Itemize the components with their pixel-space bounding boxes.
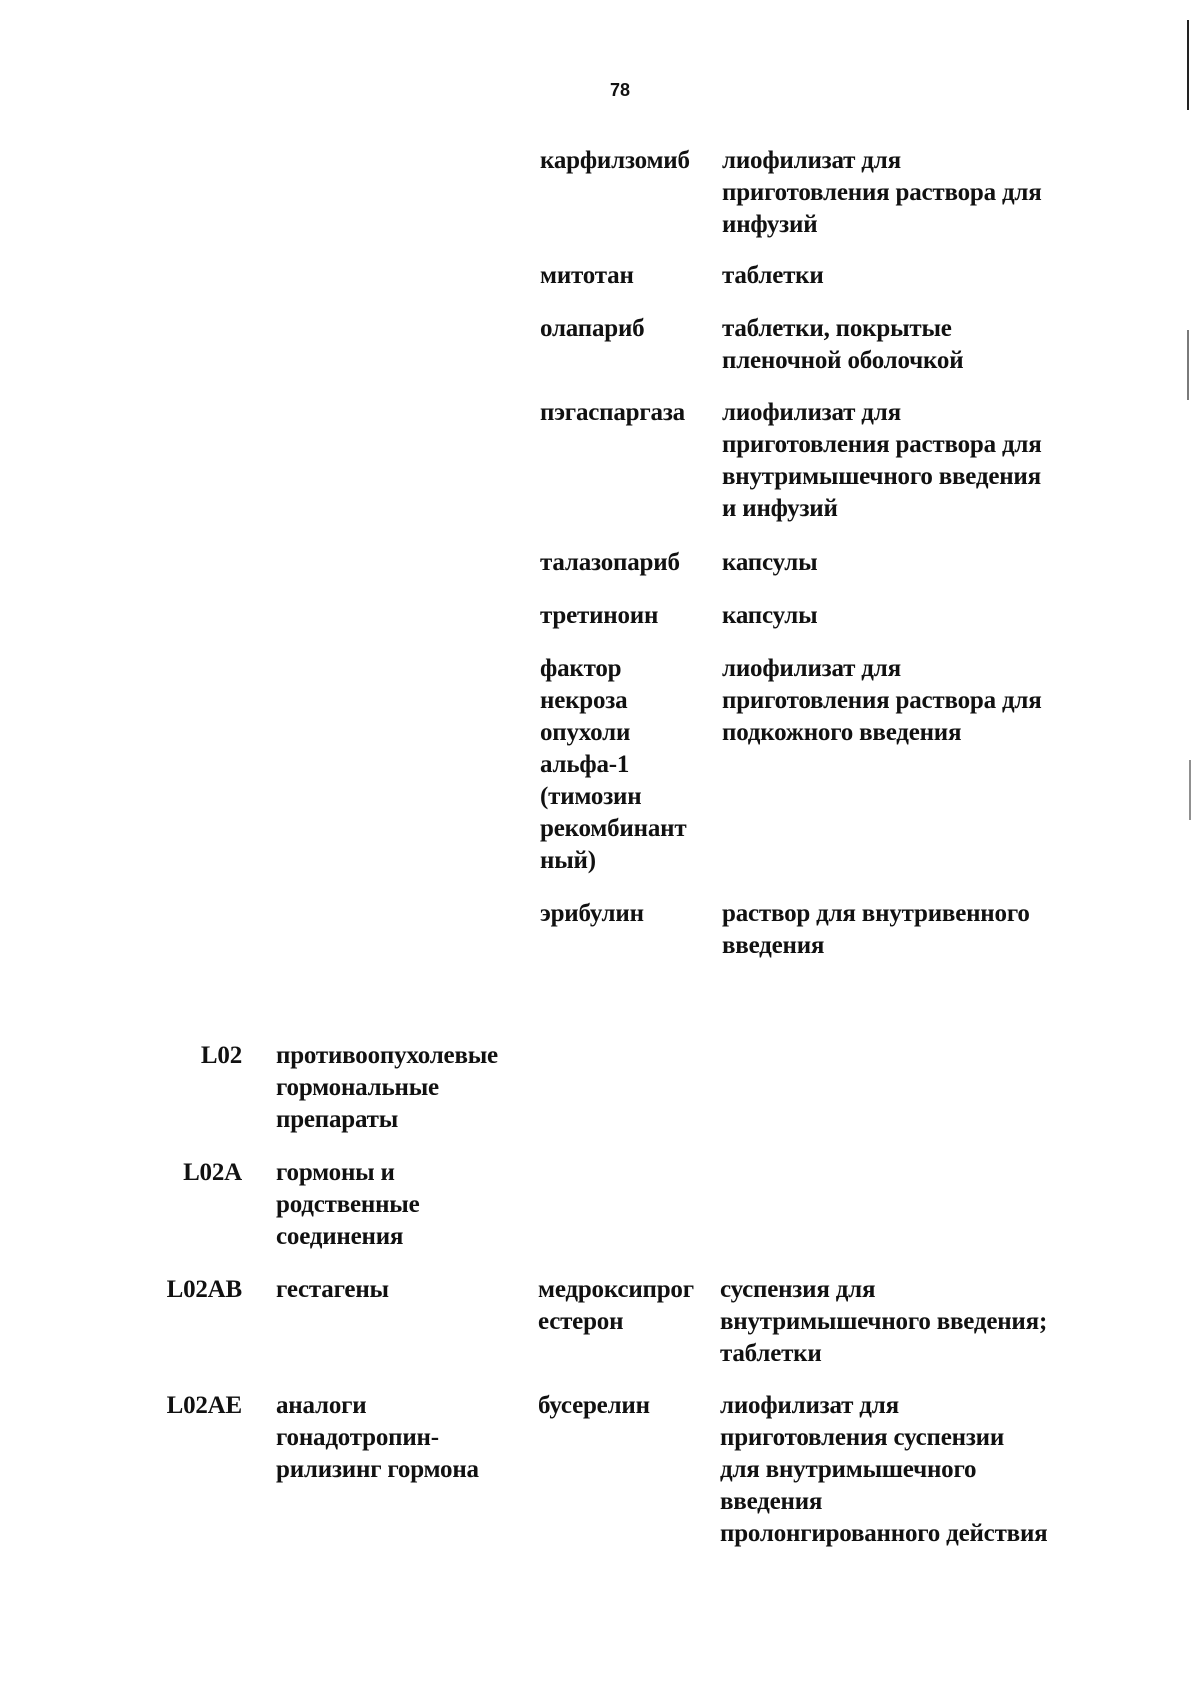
- drug-form-buserelin: лиофилизат для приготовления суспензии для внутримышечного введения пролонгированного действия: [720, 1392, 1048, 1547]
- drug-name-medroxyprogesterone: медроксипрог естерон: [538, 1276, 694, 1335]
- atc-group-l02ae: аналоги гонадотропин- рилизинг гормона: [276, 1392, 479, 1483]
- drug-name-tnf-alpha: фактор некроза опухоли альфа-1 (тимозин рекомбинант ный): [540, 655, 687, 874]
- drug-form-eribulin: раствор для внутривенного введения: [722, 900, 1030, 959]
- atc-group-l02a: гормоны и родственные соединения: [276, 1159, 420, 1250]
- drug-name-eribulin: эрибулин: [540, 900, 644, 927]
- drug-name-mitotan: митотан: [540, 262, 634, 289]
- drug-form-pegaspargase: лиофилизат для приготовления раствора для внутримышечного введения и инфузий: [722, 399, 1042, 522]
- scan-edge-line: [1189, 760, 1191, 820]
- atc-code-l02a: L02A: [183, 1159, 242, 1186]
- atc-code-l02ab: L02AB: [166, 1276, 242, 1303]
- atc-code-l02: L02: [200, 1042, 242, 1069]
- drug-name-buserelin: бусерелин: [538, 1392, 650, 1419]
- drug-form-tnf-alpha: лиофилизат для приготовления раствора для подкожного введения: [722, 655, 1042, 746]
- drug-name-tretinoin: третиноин: [540, 602, 659, 629]
- drug-form-olaparib: таблетки, покрытые пленочной оболочкой: [722, 315, 964, 374]
- drug-form-tretinoin: капсулы: [722, 602, 818, 629]
- drug-name-pegaspargase: пэгаспаргаза: [540, 399, 685, 426]
- atc-group-l02: противоопухолевые гормональные препараты: [276, 1042, 498, 1133]
- drug-name-olaparib: олапариб: [540, 315, 645, 342]
- atc-code-l02ae: L02AE: [166, 1392, 242, 1419]
- drug-form-talazoparib: капсулы: [722, 549, 818, 576]
- page-number: 78: [609, 80, 631, 100]
- drug-name-talazoparib: талазопариб: [540, 549, 680, 576]
- drug-form-karfilzomib: лиофилизат для приготовления раствора для инфузий: [722, 147, 1042, 238]
- drug-form-medroxyprogesterone: суспензия для внутримышечного введения; таблетки: [720, 1276, 1048, 1367]
- drug-name-karfilzomib: карфилзомиб: [540, 147, 690, 174]
- scan-edge-line: [1187, 20, 1189, 110]
- scan-edge-line: [1187, 330, 1189, 400]
- atc-group-l02ab: гестагены: [276, 1276, 389, 1303]
- drug-form-mitotan: таблетки: [722, 262, 824, 289]
